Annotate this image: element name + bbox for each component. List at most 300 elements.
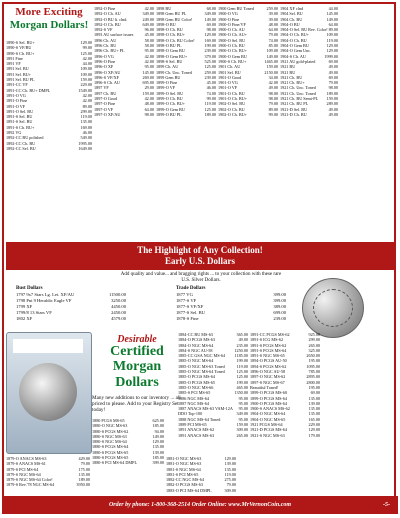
item-description: 1901 Ch. AU [218, 64, 241, 70]
item-price: 159.00 [266, 64, 278, 70]
promo-line-1: Desirable [117, 334, 157, 345]
item-price: 48.00 [144, 101, 154, 107]
item-price: 349.00 [204, 11, 216, 17]
item-description: 1900-O Ch. AU+ [218, 32, 247, 38]
item-price: 39.00 [268, 11, 278, 17]
item-description: 1879-S NGC MS-64 [6, 471, 41, 477]
item-description: 1880-S PCGS MS-65 [92, 455, 129, 461]
item-description: Beautiful Toned! [250, 384, 279, 390]
item-description: 1881-S PCI MS-65 [166, 471, 199, 477]
item-description: 1891-O Fine [6, 98, 28, 104]
item-price: 365.00 [236, 332, 248, 337]
price-row [280, 112, 338, 117]
item-price: 99.00 [206, 96, 216, 102]
item-price: 199.00 [204, 43, 216, 49]
item-price: 129.00 [326, 48, 338, 54]
item-description: 1921 BU [280, 64, 296, 70]
item-price: 135.00 [80, 119, 92, 125]
item-price: 135.00 [224, 466, 236, 472]
item-description: 1887 ANACS MS-63 VAM-12A [178, 406, 233, 412]
item-description: 1891-CC PCGS MS-62 [250, 332, 290, 337]
item-price: 349.00 [142, 11, 154, 17]
item-description: 1921 PCGS MS-64 [250, 422, 283, 428]
item-description: 1892-O Ch. BU [94, 21, 121, 27]
item-description: 1900-O Sel. BU [218, 37, 246, 43]
item-price: 925.00 [308, 332, 320, 337]
item-description: 1900-O Ch. AU [218, 27, 245, 33]
item-price: 135.00 [308, 406, 320, 412]
item-description: 1881-S NGC MS-64 [166, 466, 201, 472]
item-price: 125.00 [236, 369, 248, 375]
item-price: 39.00 [268, 16, 278, 22]
item-description: 1900-O Ch. BU+ [218, 48, 247, 54]
item-price: 58.00 [144, 43, 154, 49]
item-price: 239.00 [204, 74, 216, 80]
item-description: 1904-S Ch. AU [280, 53, 306, 59]
item-price: 125.00 [80, 50, 92, 56]
price-column-2 [156, 6, 216, 117]
item-description: 1891 VF [6, 61, 21, 67]
item-price: 1250.00 [234, 347, 248, 353]
item-price: 119.00 [204, 101, 216, 107]
price-column-0 [6, 40, 92, 151]
item-description: 1799 XF [16, 304, 33, 309]
item-price: 309.00 [224, 487, 236, 493]
item-description: 1896-O XF [94, 64, 114, 70]
item-description: 1921 Ch. Unc. Toned [280, 85, 316, 91]
item-price: 1999.00 [324, 53, 338, 59]
item-description: 1891-S NGC MS-65 [250, 353, 285, 359]
item-price: 169.00 [204, 37, 216, 43]
item-description: 1896-S VF/XF [94, 74, 119, 80]
item-description: 1902-O Ch. BU [218, 106, 245, 112]
item-price: 139.00 [152, 449, 164, 455]
promo-line-2: Certified [110, 344, 164, 359]
item-description: 1891-CC Ch. BU+ DMPL [6, 87, 51, 93]
price-row [218, 112, 278, 117]
highlight-banner [6, 242, 394, 270]
bust-dollars-heading: Bust Dollars [16, 286, 43, 291]
item-price: 129.00 [204, 32, 216, 38]
item-description: 1899-O PCGS MS-60 [250, 390, 287, 396]
item-price: 3950.00 [76, 482, 90, 488]
item-price: 549.00 [80, 135, 92, 141]
price-row [250, 433, 320, 438]
item-description: 1878-S Fine [176, 316, 199, 321]
item-description: 1902-O Sel. BU [218, 101, 246, 107]
item-description: 1891 Sel. BU PL [6, 77, 35, 83]
item-description: 1896-O VG [94, 53, 114, 59]
price-row [92, 460, 164, 465]
item-price: 149.00 [204, 16, 216, 22]
item-price: 95.00 [238, 416, 248, 422]
item-price: 89.00 [328, 27, 338, 33]
item-description: 1921 Ch. BU [280, 74, 303, 80]
item-price: 74.00 [206, 90, 216, 96]
item-price: 649.00 [142, 21, 154, 27]
item-price: 99.00 [82, 45, 92, 51]
item-price: 44.00 [328, 6, 338, 11]
item-price: 109.00 [80, 66, 92, 72]
item-price: 29.00 [144, 85, 154, 91]
item-price: 4450.00 [111, 304, 126, 309]
item-price: 169.00 [80, 124, 92, 130]
item-price: 1549.00 [78, 87, 92, 93]
item-price: 79.00 [268, 101, 278, 107]
item-price: 189.00 [78, 477, 90, 483]
item-price: 785.00 [308, 369, 320, 375]
item-price: 1995.00 [78, 140, 92, 146]
item-description: 1898-S Sel. BU [156, 58, 183, 64]
item-description: 1802 XF [16, 316, 33, 321]
item-price: 299.00 [80, 108, 92, 114]
item-price: 695.00 [142, 80, 154, 86]
item-price: 11500.00 [108, 292, 126, 297]
price-row [176, 316, 286, 322]
item-description: 1896 Ch. BU [94, 43, 117, 49]
item-price: 199.00 [236, 379, 248, 385]
item-description: 1884-O PCGS MS-63 [178, 337, 215, 343]
item-description: 1897-O Fine [94, 101, 116, 107]
item-description: 1889 PCI MS-65 [178, 422, 207, 428]
item-description: 1883-O PCI MS-64 DMPL [166, 487, 212, 493]
item-price: 45.00 [206, 80, 216, 86]
item-price: 98.00 [268, 96, 278, 102]
item-price: 429.00 [78, 456, 90, 461]
item-price: 389.00 [273, 304, 286, 309]
item-description: 1921-D Ch. BU [280, 111, 307, 117]
item-price: 259.00 [204, 69, 216, 75]
item-description: 1894-O PCGS AU-50 [250, 358, 287, 364]
item-description: 1904 Sel. BU [280, 11, 303, 17]
item-description: 1900-O Ch. BU [218, 43, 245, 49]
item-price: 399.00 [152, 460, 164, 466]
item-description: 1904-O Sel. BU Rev. Color! [280, 27, 328, 33]
item-description: 1904-O BU [280, 21, 300, 27]
item-price: 64.00 [144, 106, 154, 112]
item-price: 125.00 [204, 64, 216, 70]
item-description: 1904-O Gem Unc. [280, 48, 312, 54]
item-description: 1885-O NGC MS-64 Toned [178, 369, 225, 375]
item-price: 79.00 [328, 80, 338, 86]
item-description: 1884-S NGC AU-58 [178, 347, 213, 353]
item-description: 1899-O PCGS MS-64 [250, 395, 287, 401]
item-description: 1891-O VG [6, 92, 26, 98]
item-price: 525.00 [204, 58, 216, 64]
item-description: 1897-O NGC MS-62 [250, 374, 286, 380]
item-price: 98.00 [268, 90, 278, 96]
item-description: 1896-O XF/AU [94, 69, 121, 75]
item-description: 1901-O Good [218, 74, 242, 80]
item-price: 195.00 [308, 384, 320, 390]
item-price: 42.00 [82, 55, 92, 61]
page-number: -5- [383, 502, 390, 508]
item-description: 1880-S PCGS MS-62 [92, 428, 129, 434]
item-description: 1894-S PCGS MS-62 [250, 363, 287, 369]
item-description: 1898-O Gem BU [156, 48, 185, 54]
item-description: 1880-S PCGS MS-65 [92, 449, 129, 455]
item-price: 79.00 [226, 482, 236, 488]
item-description: 1890-S Ch. BU+ [6, 50, 35, 56]
slab-coin [19, 363, 77, 421]
item-price: 49.00 [328, 111, 338, 117]
price-column-3 [218, 6, 278, 117]
item-description: 1898 Gem BU Color! [156, 16, 193, 22]
item-description: 1901-O Ch. BU [218, 90, 245, 96]
item-price: 309.00 [236, 427, 248, 433]
item-description: 1904 XF clnd [280, 6, 304, 11]
highlight-section [6, 242, 394, 336]
item-price: 46.00 [82, 130, 92, 136]
item-price: 2800.00 [306, 379, 320, 385]
price-list-top [6, 6, 394, 244]
item-description: 1885-CC GSA NGC MS-64 [178, 353, 226, 359]
item-description: 1877-S VF [176, 298, 197, 303]
item-price: 149.00 [266, 53, 278, 59]
item-description: 1921 Ch. BU PL [280, 101, 309, 107]
item-price: 1465.00 [264, 58, 278, 64]
item-price: 159.00 [236, 422, 248, 428]
item-price: 95.00 [238, 406, 248, 412]
item-description: 1921-D PCGS MS-64 [250, 427, 287, 433]
item-description: 1891-O VF [6, 103, 26, 109]
item-price: 1185.00 [234, 353, 248, 359]
item-description: 1891 Fine [6, 55, 23, 61]
certified-column-0 [178, 332, 248, 438]
item-price: 79.00 [268, 32, 278, 38]
certified-column-1 [250, 332, 320, 438]
item-price: 159.00 [142, 90, 154, 96]
item-description: 1885-O NGC MS-64 [178, 358, 214, 364]
item-description: 1898-O Ch. BU Color! [156, 37, 195, 43]
promo-line-3: Morgan Dollars [112, 359, 162, 390]
item-price: 49.00 [268, 85, 278, 91]
item-description: 1904 Ch. BU [280, 16, 303, 22]
certified-column-4 [92, 418, 164, 466]
item-price: 229.00 [80, 82, 92, 88]
item-description: 1921-D Sel. BU [280, 106, 308, 112]
bust-dollars-rows [16, 292, 126, 322]
item-description: 1896-S Ch. AU [94, 80, 120, 86]
item-price: 85.00 [268, 43, 278, 49]
item-description: 1799/8 13 Stars VF [16, 310, 52, 315]
item-price: 79.00 [80, 461, 90, 467]
item-description: 1879-S Rev.'78 NGC MS-64 [6, 482, 55, 488]
item-description: 1897-O VF [94, 106, 114, 112]
price-row [178, 433, 248, 438]
item-price: 239.00 [204, 48, 216, 54]
item-price: 119.00 [80, 114, 92, 120]
item-description: 1898-O BU PL [156, 43, 182, 49]
certified-section [6, 332, 394, 493]
item-description: 1921 AU gold-plated [280, 58, 316, 64]
item-description: 1886 NGC MS-64 [178, 395, 209, 401]
item-description: 1891-S ICG MS-62 [250, 337, 284, 343]
section-heading [6, 6, 92, 32]
item-description: 1877-S Sel. BU [176, 310, 205, 315]
item-price: 139.00 [224, 461, 236, 467]
item-description: 1885-O NGC MS-66 [178, 384, 214, 390]
certified-slab-image [6, 332, 92, 454]
item-price: 58.00 [144, 37, 154, 43]
item-price: 94.00 [154, 428, 164, 434]
item-price: 48.00 [268, 21, 278, 27]
item-description: 1891-S Sel. BU [6, 119, 33, 125]
trade-dollars-heading: Trade Dollars [176, 286, 206, 291]
item-description: 1891 Sel. BU+ [6, 71, 32, 77]
item-price: 249.00 [142, 16, 154, 22]
item-description: 1896 Ch. AU [94, 37, 117, 43]
item-description: 1898-O Ch. BU [156, 27, 183, 33]
item-price: 42.00 [82, 98, 92, 104]
item-description: 1896 Ch. BU+ PL [94, 48, 125, 54]
item-price: 139.00 [308, 400, 320, 406]
item-price: 42.00 [144, 53, 154, 59]
item-price: 229.00 [308, 422, 320, 428]
item-price: 1649.00 [78, 145, 92, 151]
item-price: 185.00 [152, 423, 164, 429]
item-description: 1888 NGC MS-64 Toned [178, 416, 221, 422]
item-description: 1899 Ch. AU [156, 64, 179, 70]
item-description: 1885-O PCGS MS-65 [178, 379, 215, 385]
item-description: 1900-S Ch. BU+ [218, 58, 247, 64]
item-price: 379.00 [204, 53, 216, 59]
item-description: 1893 AU surface issues [94, 32, 134, 38]
item-description: 1891 ANACS MS-63 [178, 432, 215, 438]
item-description: 1877 VG [176, 292, 193, 297]
price-row [6, 146, 92, 151]
item-description: 1891 ANACS MS-62 [178, 427, 215, 433]
item-description: 1880-S NGC MS-63 [92, 433, 127, 439]
item-description: 1892-S VF [94, 27, 113, 33]
item-price: 129.00 [224, 456, 236, 461]
heading-line-2: Morgan Dollars! [9, 19, 89, 31]
item-description: 1899-O VF [156, 85, 176, 91]
item-price: 125.00 [236, 374, 248, 380]
item-description: 1897-S NGC MS-67 [250, 379, 285, 385]
certified-column-3 [6, 456, 90, 488]
item-price: 265.00 [236, 432, 248, 438]
item-description: 1892-O Fine [94, 6, 116, 11]
item-description: 1901 Sel. BU [218, 69, 241, 75]
item-price: 399.00 [273, 292, 286, 297]
item-description: 1897 Ch. BU [94, 90, 117, 96]
item-description: 1797 9x7 Stars Lg. Let. XF/AU [16, 292, 75, 297]
item-description: 1900 Gem BU Toned [218, 6, 254, 11]
item-price: 145.00 [326, 11, 338, 17]
item-description: 1899-O Sel. BU [156, 90, 184, 96]
item-price: 145.00 [142, 69, 154, 75]
item-description: 1891-S PCGS MS-62 [250, 342, 287, 348]
footer-order-text: Order by phone: 1-800-368-2514 Order Online: www.MrVernonCoin.com [108, 502, 292, 508]
item-price: 99.00 [268, 111, 278, 117]
item-description: 1877-S VF/XF [176, 304, 204, 309]
item-price: 119.00 [236, 363, 248, 369]
item-price: 189.00 [204, 111, 216, 117]
item-price: 96.00 [144, 27, 154, 33]
item-description: 1904-O NGC MS-64 [250, 411, 286, 417]
item-description: 1901-O Ch. BU+ [218, 96, 247, 102]
price-row [16, 316, 126, 322]
item-description: 1892-O Ch. AU [94, 11, 121, 17]
item-description: 1880-S NGC MS-64 [92, 439, 127, 445]
item-price: 46.00 [206, 85, 216, 91]
item-price: 399.00 [273, 298, 286, 303]
item-description: 1896-O Fine [94, 58, 116, 64]
item-price: 185.00 [152, 455, 164, 461]
item-price: 68.00 [206, 6, 216, 11]
price-column-4 [280, 6, 338, 117]
item-description: 1897-O Good [94, 96, 118, 102]
price-row [6, 482, 90, 487]
item-price: 34.00 [268, 74, 278, 80]
item-price: 179.00 [308, 432, 320, 438]
bust-dollars-table [16, 286, 126, 322]
item-price: 625.00 [152, 418, 164, 423]
item-description: 1879-S NGC MS-64 Color! [6, 477, 53, 483]
item-price: 129.00 [326, 43, 338, 49]
item-description: 1881-O NGC MS-63 [166, 461, 202, 467]
item-price: 49.00 [328, 106, 338, 112]
item-price: 49.00 [328, 69, 338, 75]
item-price: 125.00 [204, 106, 216, 112]
item-price: 189.00 [326, 90, 338, 96]
price-row [156, 112, 216, 117]
item-price: 149.00 [152, 433, 164, 439]
item-description: 1892 VG [6, 130, 22, 136]
item-description: 1887 NGC MS-64 [178, 400, 209, 406]
item-price: 1095.00 [306, 363, 320, 369]
item-description: 1901-O VF [218, 85, 238, 91]
item-description: 1891-S PCGS MS-64 [250, 347, 287, 353]
item-price: 98.00 [328, 85, 338, 91]
item-description: 1899-O Fine [156, 80, 178, 86]
item-price: 95.00 [238, 400, 248, 406]
item-description: 1898 Gem BU PL [156, 11, 187, 17]
item-description: 1884-CC BU MS-63 [178, 332, 213, 337]
item-price: 89.00 [268, 106, 278, 112]
item-description: 1897-O XF/AU [94, 111, 121, 117]
item-price: 42.00 [144, 58, 154, 64]
item-description: 1899 Ch. Unc. Toned [156, 69, 192, 75]
item-price: 299.00 [308, 337, 320, 343]
item-price: 135.00 [308, 411, 320, 417]
item-price: 199.00 [236, 358, 248, 364]
item-description: 1900-O Fine [218, 16, 240, 22]
item-price: 195.00 [308, 358, 320, 364]
item-description: 1884-O NGC MS-64 [178, 342, 214, 348]
item-description: 1879-S ANACS MS-61 [6, 461, 46, 467]
trade-dollars-rows [176, 292, 286, 322]
highlight-title-1: The Highlight of Any Collection! [137, 245, 263, 255]
item-price: 149.00 [326, 16, 338, 22]
item-description: 1921-S NGC MS-63 [250, 432, 285, 438]
item-description: 1901-O VG [218, 80, 238, 86]
item-description: 1900-O Fine/VF [218, 21, 246, 27]
item-price: 3250.00 [111, 298, 126, 303]
item-description: 1882-O PCGS MS-63 [166, 482, 203, 488]
item-description: 1898-O Gem BU+ [156, 53, 188, 59]
item-description: 1890-S Sel. BU+ [6, 40, 35, 45]
item-description: 1885-S PCI MS-65 [178, 390, 211, 396]
item-description: 1900-S ANACS MS-62 [250, 406, 290, 412]
item-price: 159.00 [326, 96, 338, 102]
item-price: 129.00 [152, 439, 164, 445]
item-price: 42.00 [144, 96, 154, 102]
item-description: 1899-O Ch. BU+ [156, 101, 185, 107]
item-description: 1885-O NGC MS-63 Toned [178, 363, 225, 369]
item-description: 1879-S PCI MS-64 [6, 466, 39, 472]
